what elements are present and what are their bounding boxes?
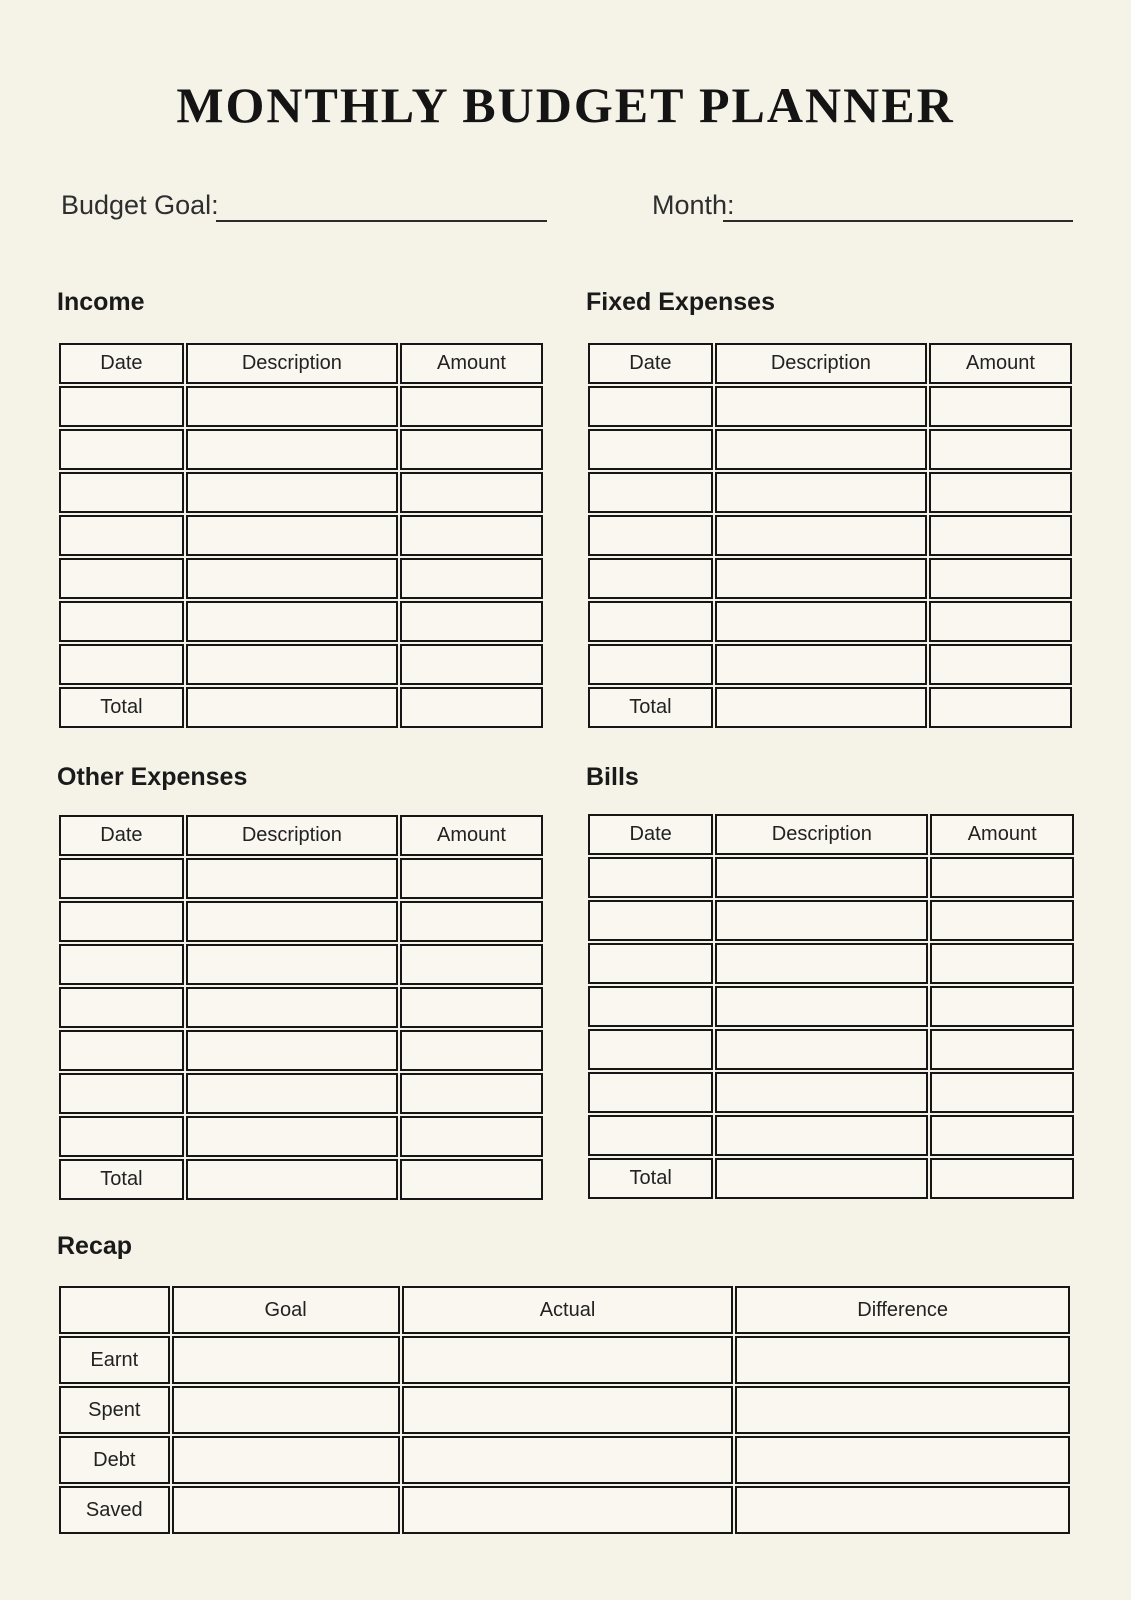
header-cell-description: Description: [186, 815, 398, 856]
table-row: [588, 943, 1074, 984]
table-cell[interactable]: [929, 429, 1072, 470]
total-value-cell[interactable]: [400, 687, 543, 728]
table-cell[interactable]: [715, 900, 928, 941]
table-row: [588, 1029, 1074, 1070]
table-cell[interactable]: [400, 944, 543, 985]
table-cell[interactable]: [59, 472, 184, 513]
total-label-cell: Total: [59, 687, 184, 728]
table-row: [59, 1030, 543, 1071]
recap-row-spent: [59, 1386, 1070, 1434]
total-value-cell[interactable]: [186, 1159, 398, 1200]
table-row: [588, 986, 1074, 1027]
table-cell[interactable]: [59, 429, 184, 470]
table-cell[interactable]: [400, 472, 543, 513]
table-cell[interactable]: [186, 472, 398, 513]
table-total-row: [59, 1159, 543, 1200]
table-row: [59, 429, 543, 470]
header-cell-amount: Amount: [930, 814, 1074, 855]
table-cell[interactable]: [588, 558, 713, 599]
table-cell[interactable]: [59, 944, 184, 985]
table-cell[interactable]: [172, 1336, 400, 1384]
table-row: [59, 601, 543, 642]
table-cell[interactable]: [400, 1030, 543, 1071]
table-cell[interactable]: [59, 558, 184, 599]
table-header-row: [59, 815, 543, 856]
table-row: [588, 1072, 1074, 1113]
table-row: [59, 558, 543, 599]
table-cell[interactable]: [715, 558, 927, 599]
total-value-cell[interactable]: [930, 1158, 1074, 1199]
page-title: MONTHLY BUDGET PLANNER: [176, 77, 955, 133]
table-row: [588, 558, 1072, 599]
income-table: [57, 341, 545, 730]
table-cell[interactable]: [400, 1116, 543, 1157]
table-total-row: [59, 687, 543, 728]
table-cell[interactable]: [186, 644, 398, 685]
table-cell[interactable]: [715, 986, 928, 1027]
recap-row-debt: [59, 1436, 1070, 1484]
table-cell[interactable]: [59, 515, 184, 556]
recap-heading: Recap: [57, 1232, 133, 1260]
recap-row-label: Saved: [59, 1486, 170, 1534]
table-row: [59, 944, 543, 985]
table-cell[interactable]: [715, 429, 927, 470]
table-cell[interactable]: [588, 601, 713, 642]
header-cell-date: Date: [588, 814, 713, 855]
table-cell[interactable]: [186, 944, 398, 985]
table-cell[interactable]: [186, 601, 398, 642]
table-cell[interactable]: [400, 858, 543, 899]
header-cell-date: Date: [59, 815, 184, 856]
table-cell[interactable]: [400, 558, 543, 599]
table-cell[interactable]: [715, 386, 927, 427]
table-header-row: [588, 814, 1074, 855]
table-cell[interactable]: [400, 515, 543, 556]
recap-row-label: Debt: [59, 1436, 170, 1484]
header-cell-amount: Amount: [929, 343, 1072, 384]
table-row: [588, 644, 1072, 685]
table-row: [59, 386, 543, 427]
table-row: [588, 900, 1074, 941]
table-cell[interactable]: [715, 515, 927, 556]
header-cell-description: Description: [715, 814, 928, 855]
table-cell[interactable]: [735, 1486, 1070, 1534]
table-cell[interactable]: [402, 1336, 734, 1384]
table-cell[interactable]: [59, 644, 184, 685]
table-cell[interactable]: [186, 386, 398, 427]
header-cell-date: Date: [588, 343, 713, 384]
table-row: [588, 472, 1072, 513]
recap-table: [57, 1284, 1072, 1536]
table-cell[interactable]: [402, 1436, 734, 1484]
table-cell[interactable]: [929, 601, 1072, 642]
table-row: [59, 1116, 543, 1157]
table-cell[interactable]: [186, 515, 398, 556]
bills-heading: Bills: [586, 763, 639, 791]
table-row: [588, 1115, 1074, 1156]
header-cell-description: Description: [715, 343, 927, 384]
table-cell[interactable]: [930, 1115, 1074, 1156]
table-cell[interactable]: [930, 1072, 1074, 1113]
table-cell[interactable]: [59, 1073, 184, 1114]
table-cell[interactable]: [735, 1336, 1070, 1384]
table-cell[interactable]: [186, 858, 398, 899]
total-value-cell[interactable]: [929, 687, 1072, 728]
table-row: [59, 472, 543, 513]
header-cell-difference: Difference: [735, 1286, 1070, 1334]
table-row: [588, 601, 1072, 642]
table-total-row: [588, 1158, 1074, 1199]
table-cell[interactable]: [186, 429, 398, 470]
table-cell[interactable]: [715, 601, 927, 642]
table-cell[interactable]: [186, 1030, 398, 1071]
table-cell[interactable]: [59, 1116, 184, 1157]
table-cell[interactable]: [400, 901, 543, 942]
budget-goal-label: Budget Goal:: [61, 190, 219, 220]
table-cell[interactable]: [59, 386, 184, 427]
table-cell[interactable]: [735, 1436, 1070, 1484]
table-cell[interactable]: [929, 472, 1072, 513]
table-cell[interactable]: [186, 901, 398, 942]
table-cell[interactable]: [930, 986, 1074, 1027]
table-row: [588, 429, 1072, 470]
table-cell[interactable]: [588, 857, 713, 898]
table-cell[interactable]: [588, 644, 713, 685]
table-cell[interactable]: [588, 1029, 713, 1070]
table-cell[interactable]: [172, 1436, 400, 1484]
total-value-cell[interactable]: [715, 687, 927, 728]
table-cell[interactable]: [400, 987, 543, 1028]
table-total-row: [588, 687, 1072, 728]
table-header-row: [59, 343, 543, 384]
table-cell[interactable]: [588, 386, 713, 427]
bills-table: [586, 812, 1076, 1201]
month-label: Month:: [652, 190, 735, 220]
table-cell[interactable]: [59, 901, 184, 942]
header-cell-amount: Amount: [400, 343, 543, 384]
table-cell[interactable]: [735, 1386, 1070, 1434]
table-cell[interactable]: [588, 1115, 713, 1156]
table-cell[interactable]: [930, 900, 1074, 941]
table-row: [59, 901, 543, 942]
table-cell[interactable]: [186, 1073, 398, 1114]
header-cell-goal: Goal: [172, 1286, 400, 1334]
table-cell[interactable]: [186, 987, 398, 1028]
table-cell[interactable]: [588, 900, 713, 941]
table-cell[interactable]: [400, 386, 543, 427]
recap-row-label: Spent: [59, 1386, 170, 1434]
fixed-expenses-heading: Fixed Expenses: [586, 288, 775, 316]
table-cell[interactable]: [59, 858, 184, 899]
table-row: [59, 644, 543, 685]
table-cell[interactable]: [715, 857, 928, 898]
total-label-cell: Total: [588, 687, 713, 728]
table-row: [588, 515, 1072, 556]
table-cell[interactable]: [186, 558, 398, 599]
other-expenses-heading: Other Expenses: [57, 763, 248, 791]
header-cell-description: Description: [186, 343, 398, 384]
table-cell[interactable]: [715, 644, 927, 685]
total-value-cell[interactable]: [715, 1158, 928, 1199]
table-cell[interactable]: [400, 601, 543, 642]
recap-row-saved: [59, 1486, 1070, 1534]
table-cell[interactable]: [715, 1029, 928, 1070]
table-row: [588, 857, 1074, 898]
table-cell[interactable]: [930, 943, 1074, 984]
total-value-cell[interactable]: [400, 1159, 543, 1200]
table-cell[interactable]: [172, 1486, 400, 1534]
recap-row-earnt: [59, 1336, 1070, 1384]
table-cell[interactable]: [59, 987, 184, 1028]
total-label-cell: Total: [59, 1159, 184, 1200]
header-cell-date: Date: [59, 343, 184, 384]
table-cell[interactable]: [400, 1073, 543, 1114]
table-cell[interactable]: [402, 1486, 734, 1534]
table-cell[interactable]: [588, 943, 713, 984]
table-cell[interactable]: [172, 1386, 400, 1434]
income-heading: Income: [57, 288, 145, 316]
table-cell[interactable]: [715, 943, 928, 984]
budget-goal-fill-line[interactable]: [216, 220, 547, 222]
table-row: [59, 515, 543, 556]
table-cell[interactable]: [588, 1072, 713, 1113]
header-cell-amount: Amount: [400, 815, 543, 856]
table-row: [59, 858, 543, 899]
recap-header-row: [59, 1286, 1070, 1334]
table-row: [588, 386, 1072, 427]
table-cell[interactable]: [59, 601, 184, 642]
fixed-expenses-table: [586, 341, 1074, 730]
table-cell[interactable]: [402, 1386, 734, 1434]
recap-row-label: Earnt: [59, 1336, 170, 1384]
month-fill-line[interactable]: [723, 220, 1073, 222]
recap-corner-cell: [59, 1286, 170, 1334]
other-expenses-table: [57, 813, 545, 1202]
table-row: [59, 987, 543, 1028]
table-cell[interactable]: [588, 472, 713, 513]
table-cell[interactable]: [400, 429, 543, 470]
table-cell[interactable]: [929, 515, 1072, 556]
table-cell[interactable]: [588, 986, 713, 1027]
table-cell[interactable]: [929, 644, 1072, 685]
header-cell-actual: Actual: [402, 1286, 734, 1334]
table-cell[interactable]: [59, 1030, 184, 1071]
table-cell[interactable]: [588, 515, 713, 556]
table-cell[interactable]: [715, 1115, 928, 1156]
total-value-cell[interactable]: [186, 687, 398, 728]
table-header-row: [588, 343, 1072, 384]
table-cell[interactable]: [929, 386, 1072, 427]
table-cell[interactable]: [400, 644, 543, 685]
table-cell[interactable]: [715, 472, 927, 513]
table-cell[interactable]: [929, 558, 1072, 599]
table-cell[interactable]: [930, 857, 1074, 898]
table-cell[interactable]: [186, 1116, 398, 1157]
table-cell[interactable]: [588, 429, 713, 470]
table-row: [59, 1073, 543, 1114]
table-cell[interactable]: [715, 1072, 928, 1113]
table-cell[interactable]: [930, 1029, 1074, 1070]
total-label-cell: Total: [588, 1158, 713, 1199]
